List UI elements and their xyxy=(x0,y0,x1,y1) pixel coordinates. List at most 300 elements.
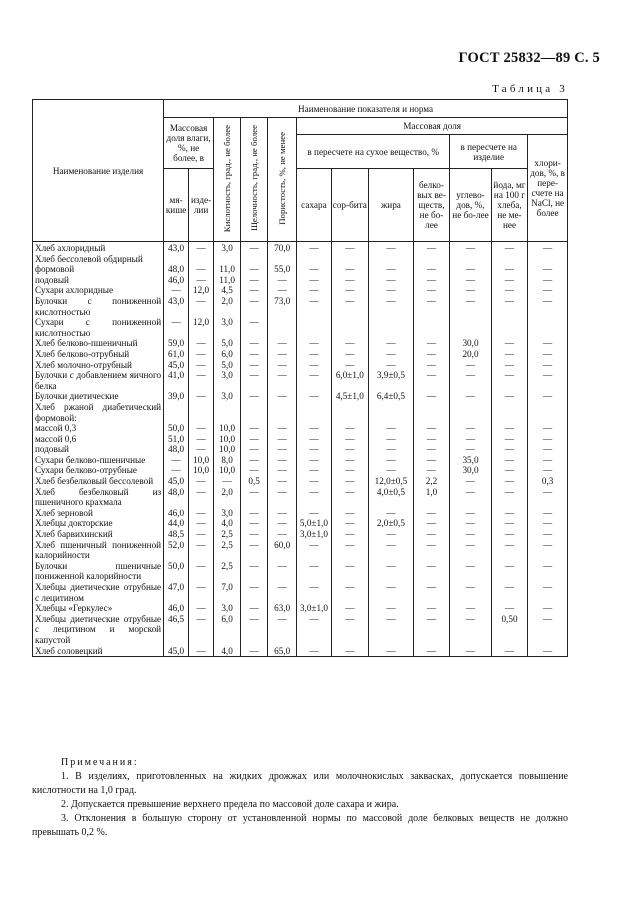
row-value: — xyxy=(241,540,268,561)
row-value: 5,0±1,0 xyxy=(297,518,331,529)
row-value: — xyxy=(450,603,492,614)
row-value: 2,0±0,5 xyxy=(369,518,414,529)
row-value: — xyxy=(331,423,368,434)
row-value: — xyxy=(268,360,297,371)
table-row xyxy=(33,285,568,296)
row-value: — xyxy=(297,508,331,519)
row-value: — xyxy=(331,476,368,487)
row-value: — xyxy=(491,423,527,434)
row-value xyxy=(297,254,331,265)
table-row xyxy=(33,360,568,371)
row-value: — xyxy=(491,465,527,476)
row-value: — xyxy=(413,444,449,455)
row-value: — xyxy=(491,338,527,349)
row-value: — xyxy=(241,423,268,434)
row-value: — xyxy=(528,518,568,529)
row-value: — xyxy=(413,338,449,349)
row-value: — xyxy=(241,487,268,508)
row-value: 45,0 xyxy=(164,476,189,487)
row-value: — xyxy=(164,317,189,338)
row-value: — xyxy=(189,370,214,391)
table-label: Таблица 3 xyxy=(492,83,568,95)
row-value xyxy=(268,254,297,265)
row-value: — xyxy=(268,338,297,349)
row-value: — xyxy=(413,646,449,657)
row-value: — xyxy=(268,423,297,434)
table-row xyxy=(33,275,568,286)
row-value: 10,0 xyxy=(189,465,214,476)
row-value: — xyxy=(268,391,297,402)
row-value: — xyxy=(189,423,214,434)
row-value: — xyxy=(369,423,414,434)
notes xyxy=(32,756,568,840)
row-name: Хлеб барвихинский xyxy=(33,529,164,540)
row-value: — xyxy=(268,529,297,540)
row-value: 10,0 xyxy=(189,455,214,466)
note-1: 1. В изделиях, приготовленных на жидких дрожжах или молочнокислых заквасках, допускается повышение кислотности на 1,0 град. xyxy=(32,771,568,796)
row-value xyxy=(241,402,268,423)
row-value: — xyxy=(331,296,368,317)
row-value xyxy=(369,254,414,265)
row-value: — xyxy=(297,423,331,434)
row-value: 46,0 xyxy=(164,603,189,614)
row-name: Хлеб ржаной диабетический формовой: xyxy=(33,402,164,423)
row-name: Хлебцы диетические отрубные с лецитином xyxy=(33,582,164,603)
row-value: — xyxy=(450,646,492,657)
row-value: — xyxy=(491,540,527,561)
table-row xyxy=(33,338,568,349)
row-value: 48,0 xyxy=(164,444,189,455)
row-value: 3,0 xyxy=(214,391,241,402)
row-value: — xyxy=(450,434,492,445)
row-value: — xyxy=(214,476,241,487)
document-code: ГОСТ 25832—89 С. 5 xyxy=(458,50,600,66)
row-value xyxy=(331,402,368,423)
row-value: — xyxy=(297,338,331,349)
row-value: 8,0 xyxy=(214,455,241,466)
row-value xyxy=(164,254,189,265)
row-value: 3,0 xyxy=(214,508,241,519)
row-value: — xyxy=(369,444,414,455)
row-name: Хлеб соловецкий xyxy=(33,646,164,657)
row-value: — xyxy=(241,296,268,317)
header-acidity: Кислотность, град., не более xyxy=(214,118,241,242)
row-value: — xyxy=(528,296,568,317)
row-value: — xyxy=(297,296,331,317)
row-value: — xyxy=(241,338,268,349)
row-value: 65,0 xyxy=(268,646,297,657)
row-value: — xyxy=(528,391,568,402)
row-value: — xyxy=(491,444,527,455)
row-value: 50,0 xyxy=(164,423,189,434)
row-value: — xyxy=(491,360,527,371)
row-value: 10,0 xyxy=(214,444,241,455)
header-carbs: углево-дов, %, не бо-лее xyxy=(450,169,492,242)
table-row xyxy=(33,518,568,529)
row-value: — xyxy=(297,465,331,476)
row-value: — xyxy=(331,614,368,646)
row-value: — xyxy=(297,646,331,657)
row-value: 39,0 xyxy=(164,391,189,402)
row-value: — xyxy=(413,242,449,254)
row-value: — xyxy=(413,529,449,540)
row-value: — xyxy=(450,296,492,317)
row-value: — xyxy=(241,360,268,371)
row-value: — xyxy=(297,285,331,296)
table-row xyxy=(33,487,568,508)
row-value: — xyxy=(528,614,568,646)
row-value: — xyxy=(297,614,331,646)
row-value: 6,0 xyxy=(214,349,241,360)
row-value: 12,0 xyxy=(189,285,214,296)
row-name: Хлеб белково-пшеничный xyxy=(33,338,164,349)
row-value: 1,0 xyxy=(413,487,449,508)
row-value: — xyxy=(331,338,368,349)
row-name: Хлеб зерновой xyxy=(33,508,164,519)
row-value: — xyxy=(241,518,268,529)
row-value: — xyxy=(331,561,368,582)
row-value: — xyxy=(189,434,214,445)
row-value: — xyxy=(528,349,568,360)
row-value: 4,0±0,5 xyxy=(369,487,414,508)
row-value: — xyxy=(241,317,268,338)
row-name: Хлеб пшеничный пониженной калорийности xyxy=(33,540,164,561)
row-value: — xyxy=(491,285,527,296)
row-value: 0,3 xyxy=(528,476,568,487)
table-body xyxy=(33,242,568,657)
row-value: — xyxy=(331,508,368,519)
row-value: — xyxy=(413,285,449,296)
row-value: — xyxy=(369,285,414,296)
row-value xyxy=(214,402,241,423)
row-value: 5,0 xyxy=(214,360,241,371)
row-value: — xyxy=(450,423,492,434)
row-value: — xyxy=(413,582,449,603)
row-value: — xyxy=(491,476,527,487)
header-chlorides: хлори-дов, %, в пере-счете на NaCl, не более xyxy=(528,135,568,242)
row-value: — xyxy=(189,444,214,455)
row-value xyxy=(241,254,268,265)
row-value xyxy=(189,402,214,423)
row-value: — xyxy=(268,285,297,296)
row-value: — xyxy=(241,264,268,275)
row-value: 46,5 xyxy=(164,614,189,646)
row-name: Булочки пшеничные пониженной калорийности xyxy=(33,561,164,582)
row-value: 48,0 xyxy=(164,264,189,275)
row-value: — xyxy=(241,349,268,360)
row-value: — xyxy=(450,444,492,455)
table-row xyxy=(33,296,568,317)
row-value: 6,0±1,0 xyxy=(331,370,368,391)
row-value: 2,0 xyxy=(214,296,241,317)
row-value: — xyxy=(528,338,568,349)
row-value: — xyxy=(450,614,492,646)
row-value: — xyxy=(369,465,414,476)
row-value: 10,0 xyxy=(214,423,241,434)
row-value: — xyxy=(528,508,568,519)
row-name: Булочки с добавлением яичного белка xyxy=(33,370,164,391)
row-value: — xyxy=(297,444,331,455)
row-value: — xyxy=(331,275,368,286)
row-value: — xyxy=(528,434,568,445)
row-name: Сухари ахлоридные xyxy=(33,285,164,296)
row-value: — xyxy=(297,391,331,402)
table-row xyxy=(33,434,568,445)
row-value: — xyxy=(297,487,331,508)
row-value: — xyxy=(241,391,268,402)
row-value xyxy=(491,254,527,265)
row-value: 3,0 xyxy=(214,242,241,254)
row-value: — xyxy=(331,529,368,540)
row-value: — xyxy=(413,455,449,466)
row-value: 43,0 xyxy=(164,296,189,317)
row-value xyxy=(331,254,368,265)
table-row xyxy=(33,561,568,582)
row-value xyxy=(491,402,527,423)
header-product-basis: в пересчете на изделие xyxy=(450,135,528,169)
row-value xyxy=(528,317,568,338)
note-3: 3. Отклонения в большую сторону от установленной нормы по массовой доле белковых веществ не должно превышать 0,2 %. xyxy=(32,813,568,838)
row-value: 41,0 xyxy=(164,370,189,391)
row-value: — xyxy=(297,540,331,561)
row-value: — xyxy=(450,508,492,519)
row-value: — xyxy=(413,349,449,360)
row-value: — xyxy=(528,423,568,434)
row-value: 46,0 xyxy=(164,508,189,519)
row-value: 55,0 xyxy=(268,264,297,275)
row-value xyxy=(450,317,492,338)
row-value: — xyxy=(241,529,268,540)
row-value: — xyxy=(413,614,449,646)
row-value: — xyxy=(268,275,297,286)
row-value: 4,5±1,0 xyxy=(331,391,368,402)
row-value: — xyxy=(241,434,268,445)
row-value: — xyxy=(331,487,368,508)
row-value xyxy=(214,254,241,265)
row-value: — xyxy=(268,614,297,646)
header-dry-basis: в пересчете на сухое вещество, % xyxy=(297,135,450,169)
row-value: — xyxy=(369,455,414,466)
row-value: — xyxy=(189,296,214,317)
row-value: — xyxy=(491,518,527,529)
row-value: 45,0 xyxy=(164,646,189,657)
row-value: — xyxy=(268,455,297,466)
row-value xyxy=(528,402,568,423)
row-value: — xyxy=(491,296,527,317)
header-product: Наименование изделия xyxy=(33,100,164,242)
row-value: — xyxy=(450,518,492,529)
row-value: — xyxy=(413,540,449,561)
row-value: — xyxy=(241,614,268,646)
row-value: — xyxy=(164,465,189,476)
row-value: — xyxy=(413,465,449,476)
row-value: — xyxy=(297,275,331,286)
header-sugar: сахара xyxy=(297,169,331,242)
row-value: 47,0 xyxy=(164,582,189,603)
row-value: — xyxy=(241,242,268,254)
row-value: — xyxy=(189,529,214,540)
row-value: — xyxy=(491,434,527,445)
row-value: — xyxy=(331,540,368,561)
row-value xyxy=(413,254,449,265)
row-value: — xyxy=(268,370,297,391)
row-name: подовый xyxy=(33,275,164,286)
row-value: 43,0 xyxy=(164,242,189,254)
row-value: — xyxy=(297,242,331,254)
row-value xyxy=(369,402,414,423)
row-value: 45,0 xyxy=(164,360,189,371)
row-value: 4,0 xyxy=(214,646,241,657)
row-value: — xyxy=(413,423,449,434)
row-value: 5,0 xyxy=(214,338,241,349)
row-value: — xyxy=(241,603,268,614)
row-value: — xyxy=(528,529,568,540)
row-value: — xyxy=(297,264,331,275)
row-value: — xyxy=(189,518,214,529)
row-value: 2,2 xyxy=(413,476,449,487)
table-row xyxy=(33,370,568,391)
row-value: — xyxy=(241,444,268,455)
row-value: 3,0±1,0 xyxy=(297,603,331,614)
row-value: — xyxy=(241,285,268,296)
row-value: — xyxy=(413,561,449,582)
row-value xyxy=(450,254,492,265)
row-value: 30,0 xyxy=(450,465,492,476)
header-fat: жира xyxy=(369,169,414,242)
row-value: — xyxy=(189,582,214,603)
row-value: — xyxy=(528,370,568,391)
row-value: — xyxy=(491,370,527,391)
row-value: — xyxy=(268,582,297,603)
row-value: 12,0 xyxy=(189,317,214,338)
row-name: Булочки с пониженной кислотностью xyxy=(33,296,164,317)
row-value: — xyxy=(491,508,527,519)
row-value: — xyxy=(491,646,527,657)
row-value: — xyxy=(528,264,568,275)
row-value: — xyxy=(369,646,414,657)
row-value: — xyxy=(331,455,368,466)
row-value: — xyxy=(189,646,214,657)
header-alkalinity: Щелочность, град., не более xyxy=(241,118,268,242)
row-value: — xyxy=(189,242,214,254)
row-value: — xyxy=(528,285,568,296)
row-value: — xyxy=(331,603,368,614)
row-value: — xyxy=(241,646,268,657)
table-row xyxy=(33,444,568,455)
row-value: 12,0±0,5 xyxy=(369,476,414,487)
row-value: 30,0 xyxy=(450,338,492,349)
row-value: 3,0 xyxy=(214,370,241,391)
row-value: — xyxy=(491,349,527,360)
row-value: 6,4±0,5 xyxy=(369,391,414,402)
row-value xyxy=(297,402,331,423)
row-value: — xyxy=(450,285,492,296)
row-value: 2,5 xyxy=(214,540,241,561)
row-value: — xyxy=(413,360,449,371)
row-value: — xyxy=(450,561,492,582)
row-value: 70,0 xyxy=(268,242,297,254)
row-value: — xyxy=(528,275,568,286)
table-row xyxy=(33,317,568,338)
row-value: — xyxy=(369,360,414,371)
row-value: 61,0 xyxy=(164,349,189,360)
row-value: — xyxy=(450,275,492,286)
row-value: — xyxy=(369,582,414,603)
row-value: — xyxy=(450,487,492,508)
row-value: — xyxy=(331,444,368,455)
row-value: — xyxy=(369,540,414,561)
row-value xyxy=(528,254,568,265)
row-value: 3,0 xyxy=(214,603,241,614)
row-value: — xyxy=(268,465,297,476)
table-row xyxy=(33,646,568,657)
row-value: 50,0 xyxy=(164,561,189,582)
row-value xyxy=(450,402,492,423)
row-value xyxy=(189,254,214,265)
row-value: — xyxy=(189,540,214,561)
row-value xyxy=(491,317,527,338)
row-value: — xyxy=(189,603,214,614)
header-iodine: йода, мг на 100 г хлеба, не ме-нее xyxy=(491,169,527,242)
row-value: 3,0±1,0 xyxy=(297,529,331,540)
row-value: — xyxy=(189,391,214,402)
row-value: — xyxy=(369,434,414,445)
row-value: — xyxy=(241,465,268,476)
row-value: — xyxy=(450,582,492,603)
header-moisture-crumb: мя-кише xyxy=(164,169,189,242)
row-name: массой 0,6 xyxy=(33,434,164,445)
table-row xyxy=(33,476,568,487)
specs-table xyxy=(32,99,568,657)
row-value: — xyxy=(241,561,268,582)
table-row xyxy=(33,582,568,603)
row-value: — xyxy=(331,518,368,529)
row-value: — xyxy=(164,455,189,466)
row-name: подовый xyxy=(33,444,164,455)
row-value: — xyxy=(331,349,368,360)
row-value: — xyxy=(491,582,527,603)
row-name: Сухари белково-отрубные xyxy=(33,465,164,476)
row-value: — xyxy=(331,646,368,657)
row-value: — xyxy=(491,275,527,286)
row-value: 63,0 xyxy=(268,603,297,614)
row-value: 0,5 xyxy=(241,476,268,487)
row-value: — xyxy=(297,360,331,371)
row-name: Хлеб безбелковый из пшеничного крахмала xyxy=(33,487,164,508)
row-name: Сухари белково-пшеничные xyxy=(33,455,164,466)
note-2: 2. Допускается превышение верхнего предела по массовой доле сахара и жира. xyxy=(61,799,399,810)
row-name: Хлеб белково-отрубный xyxy=(33,349,164,360)
row-value: — xyxy=(297,582,331,603)
row-value: — xyxy=(369,264,414,275)
row-value xyxy=(268,402,297,423)
table-row xyxy=(33,529,568,540)
row-value: — xyxy=(268,434,297,445)
row-name: формовой xyxy=(33,264,164,275)
row-value: — xyxy=(331,285,368,296)
row-value: — xyxy=(189,508,214,519)
table-row xyxy=(33,540,568,561)
table-row xyxy=(33,349,568,360)
row-value: — xyxy=(413,434,449,445)
row-value: — xyxy=(331,264,368,275)
row-value: — xyxy=(369,242,414,254)
row-name: Сухари с пониженной кислотностью xyxy=(33,317,164,338)
row-value: — xyxy=(268,561,297,582)
row-value: 59,0 xyxy=(164,338,189,349)
row-value: — xyxy=(369,529,414,540)
row-value: — xyxy=(297,434,331,445)
